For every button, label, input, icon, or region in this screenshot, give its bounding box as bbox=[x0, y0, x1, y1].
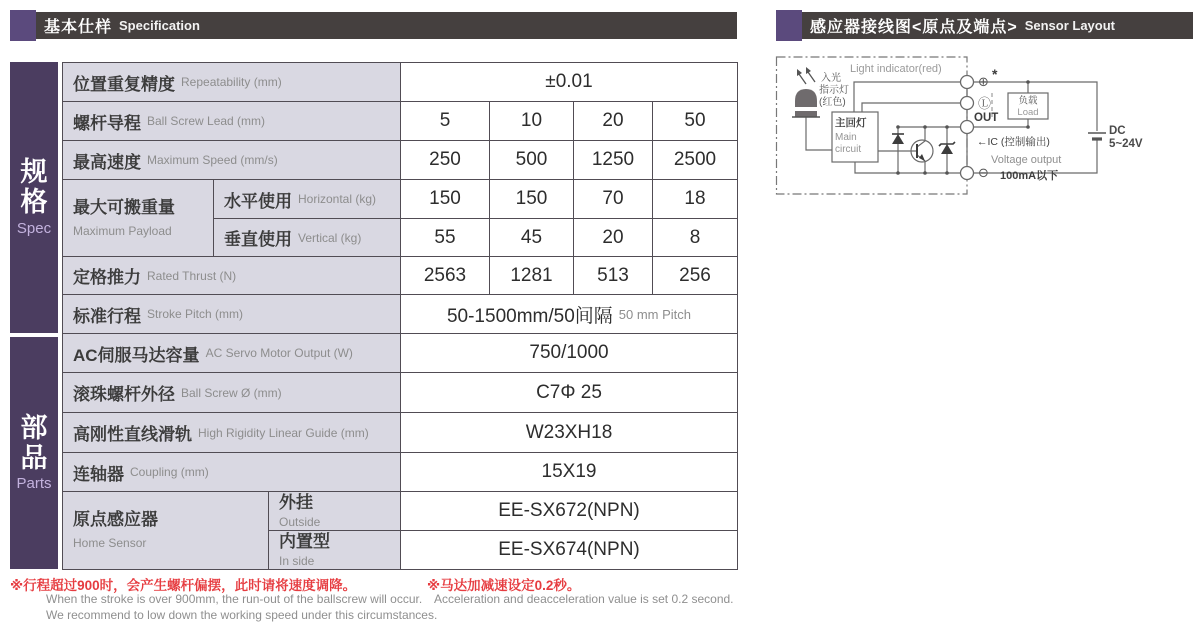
footnote-1-en-line1: When the stroke is over 900mm, the run-out of the ballscrew will occur. bbox=[46, 592, 423, 606]
guide-en: High Rigidity Linear Guide (mm) bbox=[198, 425, 369, 440]
header-sensor-en: Sensor Layout bbox=[1024, 18, 1115, 33]
sidebar-section-parts bbox=[10, 337, 58, 569]
stroke-value-zh: 50-1500mm/50间隔 bbox=[446, 305, 613, 327]
speed-en: Maximum Speed (mm/s) bbox=[147, 153, 278, 167]
zener-diode-symbol bbox=[939, 142, 955, 154]
row-thrust-label bbox=[62, 256, 401, 295]
ic-output-label: ←IC (控制输出) bbox=[977, 136, 1050, 148]
outside-zh: 外挂 bbox=[279, 492, 313, 512]
row-lead-label bbox=[62, 101, 401, 141]
vertical-en: Vertical (kg) bbox=[298, 230, 362, 245]
diode-symbol bbox=[892, 134, 904, 144]
header-specification-en: Specification bbox=[119, 18, 200, 33]
row-stroke-label bbox=[62, 294, 401, 334]
header-specification-zh: 基本仕样 bbox=[44, 19, 113, 36]
coupling-value: 15X19 bbox=[400, 452, 738, 492]
speed-zh: 最高速度 bbox=[73, 152, 141, 172]
thrust-value-4: 256 bbox=[652, 256, 738, 295]
main-circuit-box bbox=[832, 112, 878, 162]
repeatability-zh: 位置重复精度 bbox=[73, 74, 175, 94]
row-home-sensor-label bbox=[62, 491, 269, 570]
battery-symbol bbox=[1088, 133, 1106, 139]
guide-value: W23XH18 bbox=[400, 412, 738, 453]
row-repeatability-label bbox=[62, 62, 401, 102]
payload-horizontal-label bbox=[213, 179, 401, 219]
light-indicator-label: Light indicator(red) bbox=[850, 63, 942, 75]
vertical-value-2: 45 bbox=[489, 218, 574, 257]
load-zh: 负载 bbox=[1018, 95, 1038, 107]
asterisk-mark: * bbox=[992, 66, 998, 82]
lead-value-2: 10 bbox=[489, 101, 574, 141]
thrust-zh: 定格推力 bbox=[73, 268, 141, 287]
load-box bbox=[1008, 93, 1048, 119]
home-sensor-en: Home Sensor bbox=[73, 536, 147, 551]
inside-en: In side bbox=[279, 553, 315, 568]
coupling-zh: 连轴器 bbox=[73, 464, 124, 484]
outside-en: Outside bbox=[279, 514, 321, 529]
section-header-sensor-layout bbox=[776, 12, 1193, 39]
inside-zh: 内置型 bbox=[279, 531, 330, 551]
guide-zh: 高刚性直线滑轨 bbox=[73, 425, 192, 444]
lead-en: Ball Screw Lead (mm) bbox=[147, 114, 266, 128]
home-sensor-zh: 原点感应器 bbox=[73, 510, 158, 530]
servo-zh: AC伺服马达容量 bbox=[73, 345, 200, 365]
out-terminal-label: OUT bbox=[974, 112, 999, 124]
inside-value: EE-SX674(NPN) bbox=[400, 530, 738, 570]
stroke-value bbox=[400, 294, 738, 334]
vertical-value-1: 55 bbox=[400, 218, 490, 257]
row-screw-dia-label bbox=[62, 372, 401, 413]
plus-terminal-icon: ⊕ bbox=[978, 74, 989, 89]
thrust-value-1: 2563 bbox=[400, 256, 490, 295]
servo-value: 750/1000 bbox=[400, 333, 738, 373]
sidebar-parts-en: Parts bbox=[16, 475, 52, 493]
led-label-line2: 指示灯 bbox=[819, 85, 849, 96]
thrust-value-2: 1281 bbox=[489, 256, 574, 295]
screw-dia-zh: 滚珠螺杆外径 bbox=[73, 385, 175, 404]
main-circuit-en2: circuit bbox=[835, 144, 862, 155]
screw-dia-value: C7Φ 25 bbox=[400, 372, 738, 413]
dc-voltage-label: 5~24V bbox=[1109, 138, 1143, 150]
l-terminal-icon: Ⓛ bbox=[978, 96, 992, 111]
payload-vertical-label bbox=[213, 218, 401, 257]
speed-value-4: 2500 bbox=[652, 140, 738, 180]
screw-dia-en: Ball Screw Ø (mm) bbox=[181, 385, 282, 400]
main-circuit-zh: 主回灯 bbox=[835, 117, 867, 129]
row-guide-label bbox=[62, 412, 401, 453]
payload-zh: 最大可搬重量 bbox=[73, 197, 175, 217]
vertical-value-3: 20 bbox=[573, 218, 653, 257]
repeatability-value: ±0.01 bbox=[400, 62, 738, 102]
stroke-en: Stroke Pitch (mm) bbox=[147, 307, 244, 321]
stroke-value-en: 50 mm Pitch bbox=[618, 306, 692, 322]
sidebar-section-spec bbox=[10, 62, 58, 333]
horizontal-value-1: 150 bbox=[400, 179, 490, 219]
lead-value-3: 20 bbox=[573, 101, 653, 141]
outside-value: EE-SX672(NPN) bbox=[400, 491, 738, 531]
horizontal-value-2: 150 bbox=[489, 179, 574, 219]
row-speed-label bbox=[62, 140, 401, 180]
row-servo-label bbox=[62, 333, 401, 373]
accent-square-left bbox=[10, 10, 36, 41]
footnote-2-zh: ※马达加减速设定0.2秒。 bbox=[427, 578, 581, 593]
home-sensor-inside-label bbox=[268, 530, 401, 570]
footnote-1-en-line2: We recommend to low down the working speed under this circumstances. bbox=[46, 608, 438, 622]
minus-terminal-icon: ⊖ bbox=[978, 165, 989, 180]
sidebar-spec-en: Spec bbox=[16, 219, 52, 237]
speed-value-3: 1250 bbox=[573, 140, 653, 180]
vertical-zh: 垂直使用 bbox=[224, 230, 292, 249]
section-header-specification bbox=[10, 12, 737, 39]
led-indicator bbox=[792, 67, 820, 117]
repeatability-en: Repeatability (mm) bbox=[181, 75, 282, 89]
home-sensor-outside-label bbox=[268, 491, 401, 531]
sidebar-spec-zh: 规格 bbox=[20, 157, 48, 217]
header-sensor-zh: 感应器接线图<原点及端点> bbox=[810, 19, 1018, 36]
led-label-line3: (红色) bbox=[819, 97, 846, 108]
load-en: Load bbox=[1017, 107, 1039, 118]
horizontal-value-4: 18 bbox=[652, 179, 738, 219]
accent-square-right bbox=[776, 10, 802, 41]
row-payload-label bbox=[62, 179, 214, 257]
lead-value-1: 5 bbox=[400, 101, 490, 141]
lead-value-4: 50 bbox=[652, 101, 738, 141]
horizontal-en: Horizontal (kg) bbox=[298, 192, 377, 206]
stroke-zh: 标准行程 bbox=[73, 306, 141, 326]
current-limit-label: 100mA以下 bbox=[1000, 170, 1059, 182]
servo-en: AC Servo Motor Output (W) bbox=[205, 346, 353, 360]
thrust-value-3: 513 bbox=[573, 256, 653, 295]
dc-label: DC bbox=[1109, 125, 1126, 137]
horizontal-value-3: 70 bbox=[573, 179, 653, 219]
lead-zh: 螺杆导程 bbox=[73, 113, 141, 133]
payload-en: Maximum Payload bbox=[73, 223, 172, 238]
sensor-wiring-diagram bbox=[775, 55, 1195, 210]
voltage-output-label: Voltage output bbox=[991, 154, 1062, 166]
led-label-line1: 入光 bbox=[821, 73, 841, 84]
row-coupling-label bbox=[62, 452, 401, 492]
coupling-en: Coupling (mm) bbox=[130, 465, 209, 479]
speed-value-1: 250 bbox=[400, 140, 490, 180]
footnote-2-en: Acceleration and deacceleration value is set 0.2 second. bbox=[434, 592, 734, 606]
wiring-diagram-svg bbox=[775, 55, 1195, 205]
main-circuit-en1: Main bbox=[835, 132, 857, 143]
sidebar-parts-zh: 部品 bbox=[20, 412, 48, 473]
thrust-en: Rated Thrust (N) bbox=[147, 268, 237, 283]
horizontal-zh: 水平使用 bbox=[224, 191, 292, 211]
speed-value-2: 500 bbox=[489, 140, 574, 180]
footnote-1-zh: ※行程超过900时，会产生螺杆偏摆，此时请将速度调降。 bbox=[10, 578, 357, 593]
vertical-value-4: 8 bbox=[652, 218, 738, 257]
